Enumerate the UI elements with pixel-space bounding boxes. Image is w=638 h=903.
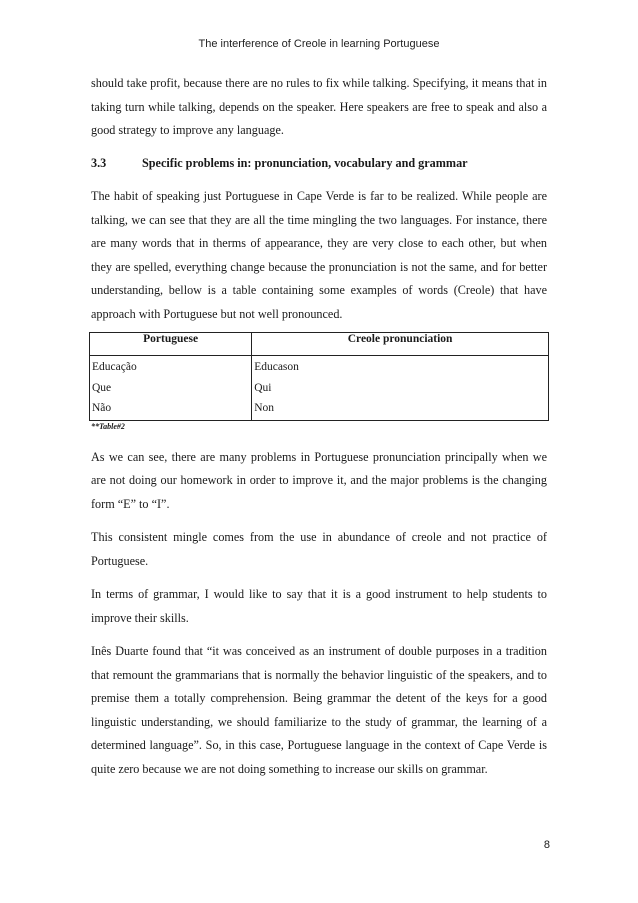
table-header-row xyxy=(90,333,549,356)
paragraph-continuation: should take profit, because there are no rules to fix while talking. Specifying, it means that in taking turn while talking, depends on the speaker. Here speakers are free to speak and also a good strategy to improve any language. xyxy=(91,76,547,137)
page-number: 8 xyxy=(543,839,550,851)
section-heading xyxy=(91,152,547,176)
paragraph: This consistent mingle comes from the use in abundance of creole and not practice of Portuguese. xyxy=(91,530,547,568)
paragraph: As we can see, there are many problems in Portuguese pronunciation principally when we are not doing our homework in order to improve it, and the major problems is the changing form “E” to “I”. xyxy=(91,449,547,511)
table-cell: Qui xyxy=(254,381,272,394)
paragraph: In terms of grammar, I would like to say that it is a good instrument to help students to improve their skills. xyxy=(91,587,547,625)
section-number: 3.3 xyxy=(91,155,107,170)
table-caption: **Table#2 xyxy=(91,421,125,431)
table-header-creole: Creole pronunciation xyxy=(252,333,549,356)
table-header-portuguese: Portuguese xyxy=(90,333,252,356)
paragraph-intro: The habit of speaking just Portuguese in Cape Verde is far to be realized. While people are talking, we can see that they are all the time mingling the two languages. For instance, there are many words that in therms of appearance, they are very close to each other, but when they are spelled, everything change because the pronunciation is not the same, and for better understanding, bellow is a table containing some examples of words (Creole) that have approach with Portuguese but not well pronounced. xyxy=(91,189,547,321)
table-cell: Que xyxy=(92,381,112,394)
table-row xyxy=(90,356,549,421)
creole-words-cell xyxy=(252,356,549,421)
table-cell: Não xyxy=(92,402,112,414)
table-cell: Non xyxy=(254,402,274,414)
table-cell: Educação xyxy=(92,361,137,373)
document-body xyxy=(91,72,547,781)
table-cell: Educason xyxy=(254,361,299,373)
running-header: The interference of Creole in learning Portuguese xyxy=(198,38,440,50)
paragraph: Inês Duarte found that “it was conceived as an instrument of double purposes in a tradition that remount the grammarians that is normally the behavior linguistic of the speakers, and to premise them a totally comprehension. Being grammar the detent of the keys for a good linguistic understanding, we should familiarize to the study of grammar, the learning of a determined language”. So, in this case, Portuguese language in the context of Cape Verde is quite zero because we are not doing something to increase our skills on grammar. xyxy=(91,644,547,776)
section-title: Specific problems in: pronunciation, vocabulary and grammar xyxy=(142,155,468,170)
pronunciation-table xyxy=(89,332,549,421)
portuguese-words-cell xyxy=(90,356,252,421)
